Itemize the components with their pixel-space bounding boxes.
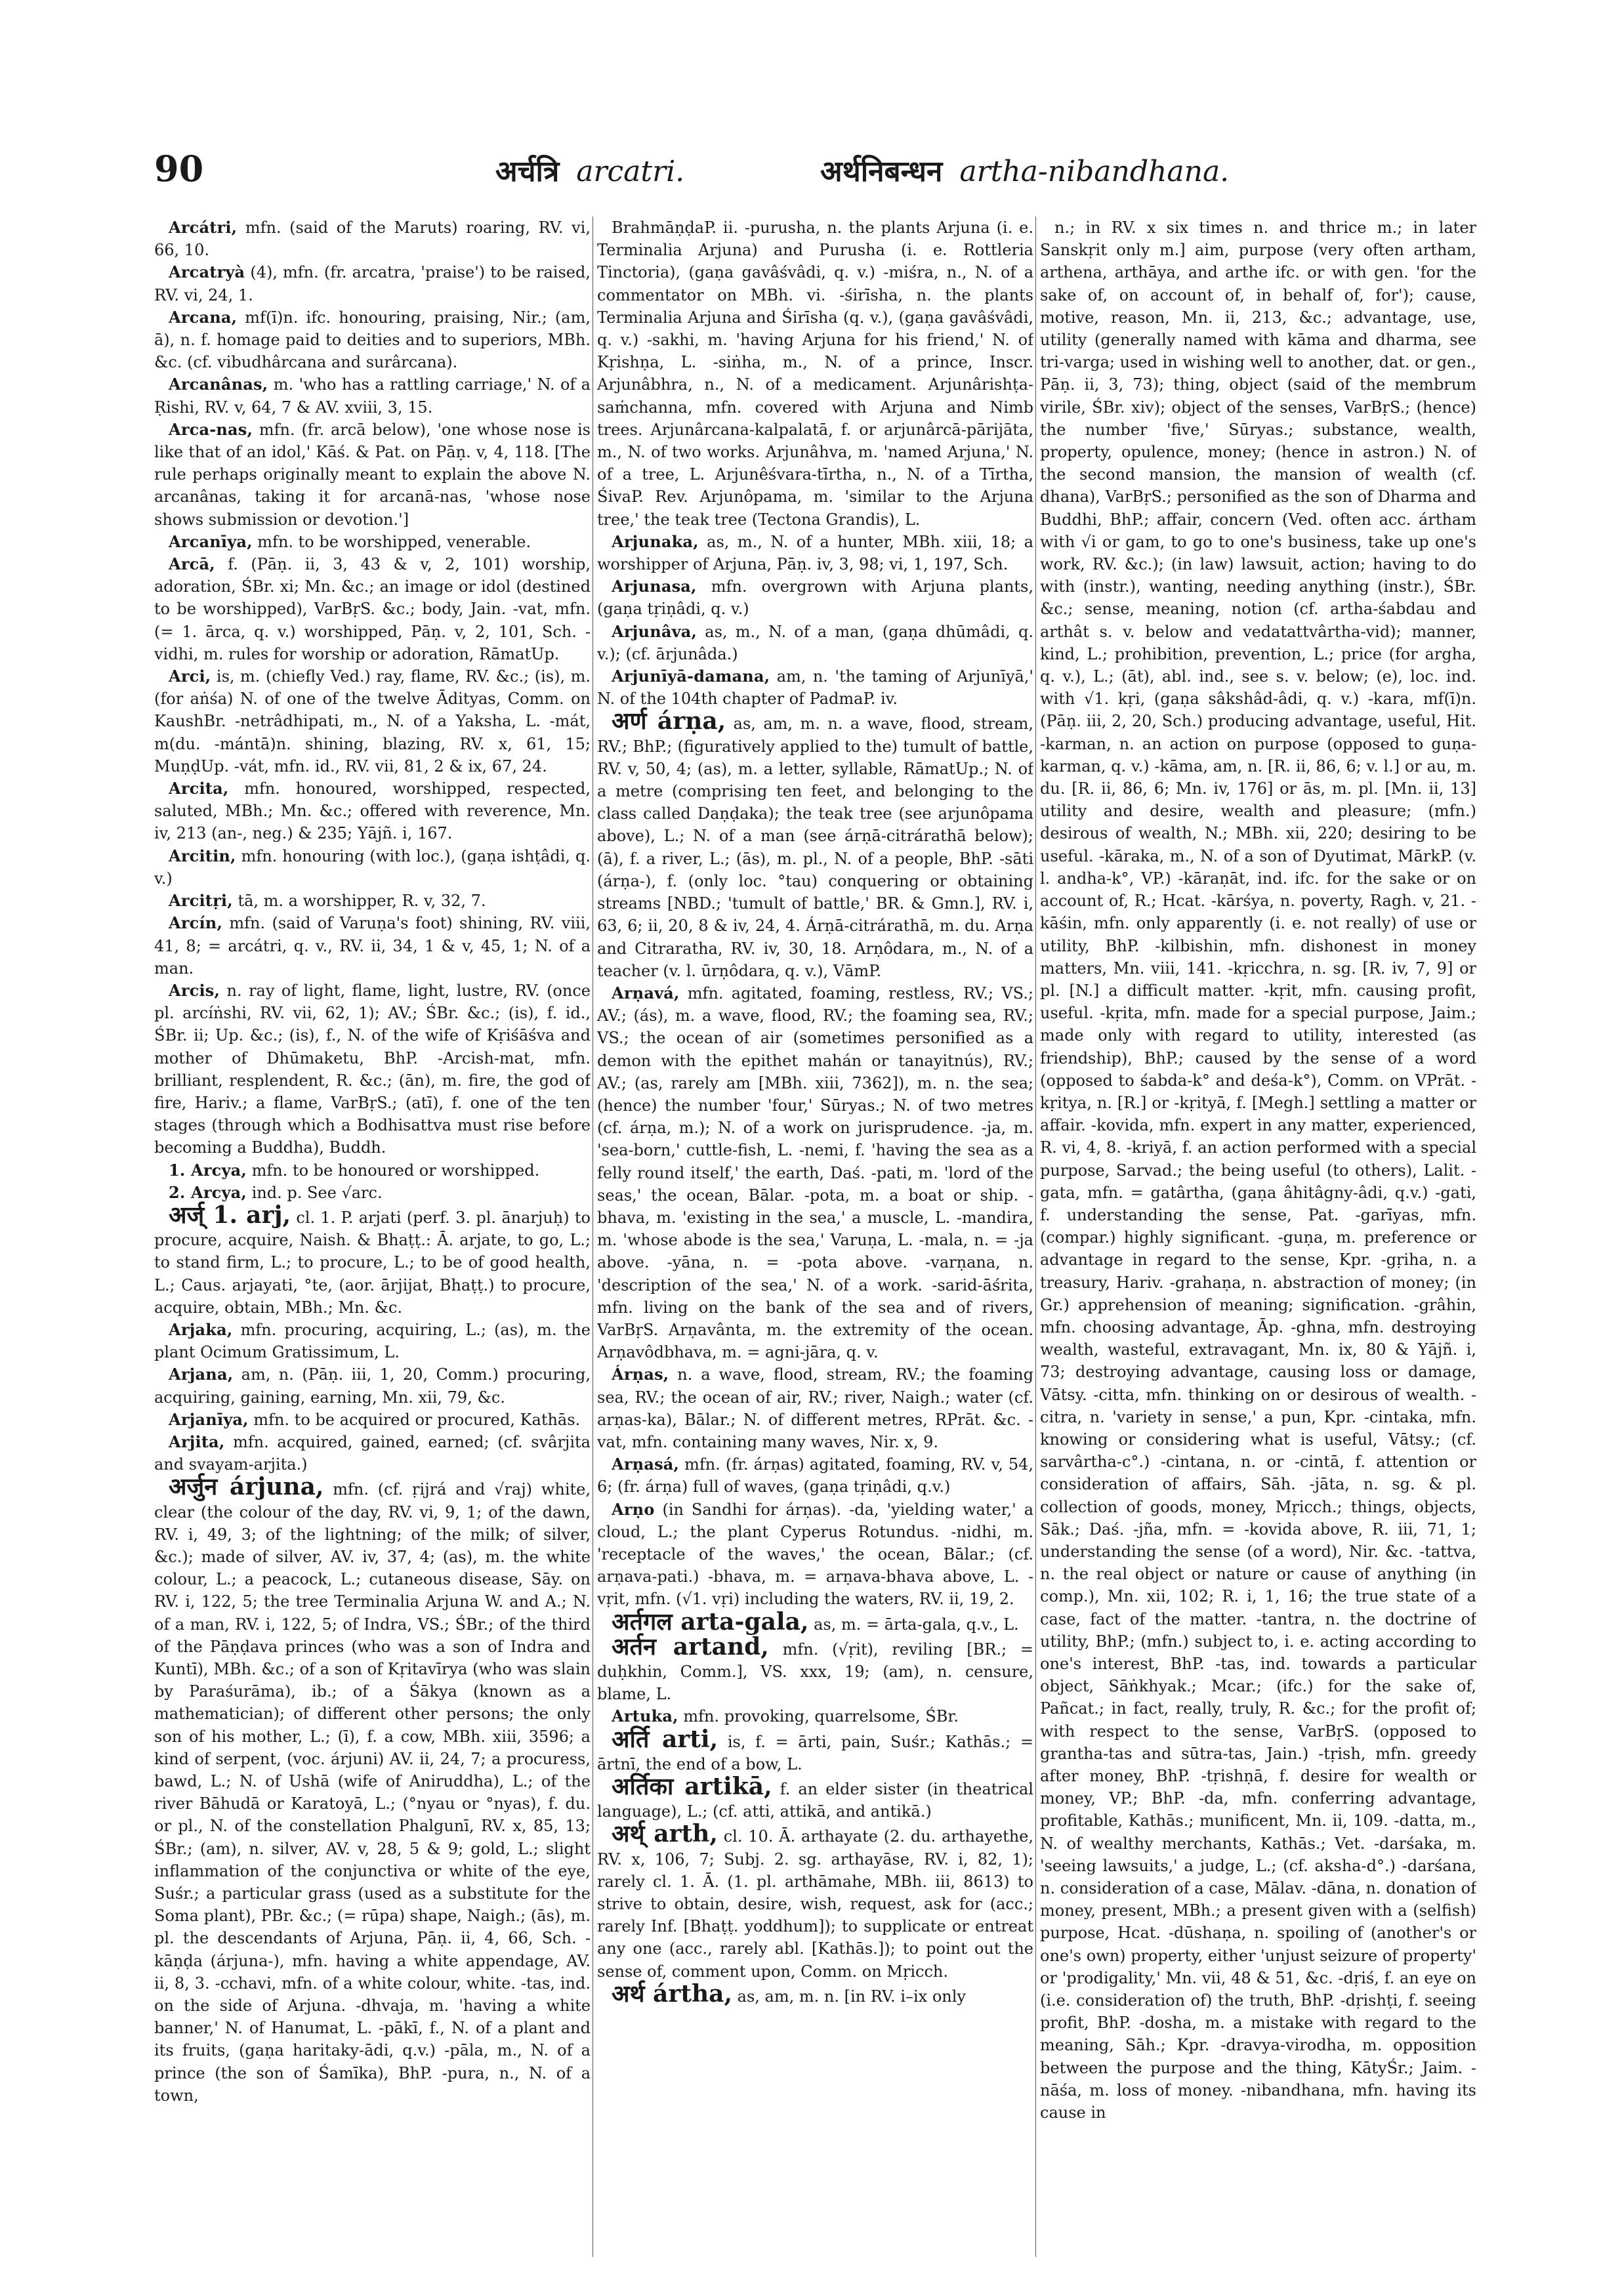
- dictionary-entry: [597, 1775, 1033, 1823]
- dictionary-entry: [597, 1499, 1033, 1611]
- entry-body: is, f. = ārti, pain, Suśr.; Kathās.; = ārtnī, the end of a bow, L.: [597, 1732, 1033, 1773]
- dictionary-entry: [154, 419, 591, 531]
- dictionary-entry: [597, 1607, 1033, 1636]
- entry-body: as, am, m. n. [in RV. i–ix only: [737, 1987, 966, 2006]
- entry-headword: Arjanīya,: [169, 1409, 249, 1429]
- dictionary-entry: [154, 1363, 591, 1408]
- dictionary-entry: [154, 1409, 591, 1431]
- dictionary-entry: [154, 777, 591, 845]
- entry-body: as, m., N. of a man, (gaṇa dhūmâdi, q. v.); (cf. ārjunâda.): [597, 622, 1033, 663]
- dictionary-entry: [154, 373, 591, 418]
- entry-body: mfn. (said of Varuṇa's foot) shining, RV. viii, 41, 8; = arcátri, q. v., RV. ii, 34, 1 & v, 45, 1; N. of a man.: [154, 914, 591, 978]
- entry-headword: अर्तगल arta-gala,: [612, 1607, 809, 1636]
- entry-body: mfn. provoking, quarrelsome, ŚBr.: [683, 1707, 959, 1726]
- entry-headword: Arcana,: [169, 307, 238, 327]
- entry-headword: Arcín,: [169, 913, 223, 933]
- entry-headword: अर्ति arti,: [612, 1725, 718, 1753]
- entry-headword: Arṇasá,: [612, 1455, 680, 1474]
- entry-headword: Arcanīya,: [169, 531, 253, 551]
- entry-headword: Arca-nas,: [169, 419, 253, 439]
- page-number: 90: [154, 148, 204, 190]
- entry-headword: Arcatryà: [169, 262, 245, 282]
- entry-headword: अर्ज् 1. arj,: [169, 1201, 291, 1229]
- entry-headword: Arjana,: [169, 1365, 234, 1384]
- dictionary-entry: [597, 982, 1033, 1363]
- entry-body: mfn. honoured, worshipped, respected, saluted, MBh.; Mn. &c.; offered with reverence, Mn. iv, 213 (an-, neg.) & 235; Yājñ. i, 167.: [154, 779, 591, 843]
- dictionary-entry: [597, 707, 1033, 982]
- entry-body: mfn. honouring (with loc.), (gaṇa ishṭâdi, q. v.): [154, 846, 591, 888]
- entry-body: mfn. (said of the Maruts) roaring, RV. vi, 66, 10.: [154, 218, 591, 260]
- entry-body: ind. p. See √arc.: [251, 1183, 383, 1202]
- entry-body: f. (Pāṇ. ii, 3, 43 & v, 2, 101) worship, adoration, ŚBr. xi; Mn. &c.; an image or idol (destined to be worshipped), VarBṛS. &c.; body, Jain. -vat, mfn. (= 1. ārca, q. v.) worshipped, Pāṇ. v, 2, 101, Sch. -vidhi, m. rules for worship or adoration, RāmatUp.: [154, 555, 591, 663]
- entry-headword: Arcanânas,: [169, 375, 268, 394]
- dictionary-entry: [597, 1453, 1033, 1498]
- dictionary-entry: [154, 1182, 591, 1204]
- left-running-headword: [495, 150, 684, 190]
- entry-body: m. 'who has a rattling carriage,' N. of a Ṛishi, RV. v, 64, 7 & AV. xviii, 3, 15.: [154, 375, 591, 417]
- dictionary-entry: [154, 217, 591, 261]
- entry-body: (4), mfn. (fr. arcatra, 'praise') to be raised, RV. vi, 24, 1.: [154, 263, 591, 304]
- entry-headword: Artuka,: [612, 1706, 678, 1726]
- entry-headword: Arci,: [169, 667, 211, 686]
- entry-body: n. a wave, flood, stream, RV.; the foaming sea, RV.; the ocean of air, RV.; river, Naigh.; water (cf. arṇas-ka), Bālar.; N. of different metres, RPrāt. &c. -vat, mfn. containing many waves, Nir. x, 9.: [597, 1365, 1033, 1451]
- entry-headword: Arcitṛi,: [169, 891, 233, 911]
- entry-headword: Arjunīyā-damana,: [612, 667, 770, 686]
- right-headword-latin: artha-nibandhana.: [959, 155, 1230, 188]
- entry-headword: Arcita,: [169, 779, 229, 798]
- entry-body: BrahmāṇḍaP. ii. -purusha, n. the plants Arjuna (i. e. Terminalia Arjuna) and Purusha (i. e. Rottleria Tinctoria), (gaṇa gavâśvâdi, q. v.) -miśra, n., N. of a commentator on MBh. vi. -śirīsha, n. the plants Terminalia Arjuna and Śirīsha (q. v.), (gaṇa gavâśvâdi, q. v.) -sakhi, m. 'having Arjuna for his friend,' N. of Kṛishṇa, L. -siṅha, m., N. of a prince, Inscr. Arjunâbhra, n., N. of a medicament. Arjunârishṭa-saṁchanna, mfn. covered with Arjuna and Nimb trees. Arjunârcana-kalpalatā, f. or arjunârcā-pārijāta, m., N. of two works. Arjunâhva, m. 'named Arjuna,' N. of a tree, L. Arjunêśvara-tīrtha, n., N. of a Tīrtha, ŚivaP. Rev. Arjunôpama, m. 'similar to the Arjuna tree,' the teak tree (Tectona Grandis), L.: [597, 218, 1033, 529]
- dictionary-entry: [154, 890, 591, 912]
- entry-headword: अर्जुन árjuna,: [169, 1473, 324, 1501]
- entry-body: as, m. = ārta-gala, q.v., L.: [814, 1615, 1019, 1634]
- entry-headword: Arcis,: [169, 980, 220, 1000]
- entry-body: mfn. (fr. árṇas) agitated, foaming, RV. v, 54, 6; (fr. árṇa) full of waves, (gaṇa tṛiṇâdi, q.v.): [597, 1455, 1033, 1497]
- entry-headword: Arṇavá,: [612, 983, 680, 1003]
- dictionary-entry: [154, 306, 591, 374]
- dictionary-entry: [154, 1201, 591, 1319]
- entry-body: mfn. acquired, gained, earned; (cf. svârjita and svayam-arjita.): [154, 1432, 591, 1474]
- dictionary-entry: [597, 621, 1033, 665]
- dictionary-entry: [597, 1979, 1033, 2008]
- entry-body: n. ray of light, flame, light, lustre, RV. (once pl. arcíṅshi, RV. vii, 62, 1); AV.; ŚBr. &c.; (is), f. id., ŚBr. ii; Up. &c.; (is), f., N. of the wife of Kṛiśāśva and mother of Dhūmaketu, BhP. -Arcish-mat, mfn. brilliant, resplendent, R. &c.; (ān), m. fire, the god of fire, Hariv.; a flame, VarBṛS.; (atī), f. one of the ten stages (through which a Bodhisattva must rise before becoming a Buddha), Buddh.: [154, 981, 591, 1157]
- left-headword-latin: arcatri.: [576, 155, 685, 188]
- entry-body: f. an elder sister (in theatrical language), L.; (cf. atti, attikā, and antikā.): [597, 1780, 1033, 1821]
- entry-headword: अर्तन artand,: [612, 1632, 769, 1661]
- dictionary-entry: [597, 575, 1033, 620]
- dictionary-entry: [597, 531, 1033, 575]
- entry-body: (in Sandhi for árṇas). -da, 'yielding water,' a cloud, L.; the plant Cyperus Rotundus. -nidhi, m. 'receptacle of the waves,' the ocean, Bālar.; (cf. arṇava-pati.) -bhava, m. = arṇava-bhava above, L. -vṛit, mfn. (√1. vṛi) including the waters, RV. ii, 19, 2.: [597, 1500, 1033, 1609]
- dictionary-entry: [154, 1159, 591, 1182]
- dictionary-entry: [597, 1705, 1033, 1727]
- dictionary-entry: [597, 1725, 1033, 1775]
- entry-body: mfn. (√ṛit), reviling [BR.; = duḥkhin, Comm.], VS. xxx, 19; (am), n. censure, blame, L.: [597, 1640, 1033, 1704]
- column-1: [154, 217, 591, 2257]
- dictionary-entry: [597, 665, 1033, 710]
- entry-headword: अर्तिका artikā,: [612, 1773, 772, 1801]
- dictionary-entry: [154, 531, 591, 553]
- entry-headword: 1. Arcya,: [169, 1160, 247, 1180]
- entry-headword: Arcátri,: [169, 218, 238, 237]
- dictionary-entry: [154, 665, 591, 777]
- entry-headword: Arcitin,: [169, 846, 236, 865]
- entry-headword: Arjita,: [169, 1432, 225, 1451]
- entry-body: cl. 1. P. arjati (perf. 3. pl. ānarjuḥ) to procure, acquire, Naish. & Bhaṭṭ.: Ā. arjate, to go, L.; to stand firm, L.; to procure, L.; to be of good health, L.; Caus. arjayati, °te, (aor. ārjijat, Bhaṭṭ.) to procure, acquire, obtain, MBh.; Mn. &c.: [154, 1208, 591, 1317]
- entry-body: mfn. procuring, acquiring, L.; (as), m. the plant Ocimum Gratissimum, L.: [154, 1320, 591, 1362]
- dictionary-entry: [597, 217, 1033, 531]
- entry-body: mfn. to be acquired or procured, Kathās.: [253, 1410, 581, 1429]
- dictionary-entry: [154, 1319, 591, 1363]
- dictionary-entry: [154, 1431, 591, 1476]
- dictionary-entry: [597, 1632, 1033, 1706]
- entry-body: am, n. 'the taming of Arjunīyā,' N. of the 104th chapter of PadmaP. iv.: [597, 667, 1033, 709]
- page-header: [154, 148, 1476, 200]
- right-headword-devanagari: अर्थनिबन्धन: [820, 155, 943, 188]
- entry-body: mfn. (cf. ṛijrá and √raj) white, clear (the colour of the day, RV. vi, 9, 1; of the dawn, RV. i, 49, 3; of the lightning; of the milk; of silver, &c.); made of silver, AV. iv, 37, 4; (as), m. the white colour, L.; a peacock, L.; cutaneous disease, Sāy. on RV. i, 122, 5; the tree Terminalia Arjuna W. and A.; N. of a man, RV. i, 122, 5; of Indra, VS.; ŚBr.; of the third of the Pāṇḍava princes (who was a son of Indra and Kuntī), MBh. &c.; of a son of Kṛitavīrya (who was slain by Paraśurāma), ib.; of a Śākya (known as a mathematician); of different other persons; the only son of his mother, L.; (ī), f. a cow, MBh. xiii, 3596; a kind of serpent, (voc. árjuni) AV. ii, 24, 7; a procuress, bawd, L.; N. of Ushā (wife of Aniruddha), L.; of the river Bāhudā or Karatoyā, L.; (°nyau or °nyas), f. du. or pl., N. of the constellation Phalgunī, RV. x, 85, 13; ŚBr.; (am), n. silver, AV. v, 28, 5 & 9; gold, L.; slight inflammation of the conjunctiva or white of the eye, Suśr.; a particular grass (used as a substitute for the Soma plant), PBr. &c.; (= rūpa) shape, Naigh.; (ās), m. pl. the descendants of Arjuna, Pāṇ. ii, 4, 66, Sch. -kāṇḍa (árjuna-), mfn. having a white appendage, AV. ii, 8, 3. -cchavi, mfn. of a white colour, white. -tas, ind. on the side of Arjuna. -dhvaja, m. 'having a white banner,' N. of Hanumat, L. -pākī, f., N. of a plant and its fruits, (gaṇa haritaky-ādi, q.v.) -pāla, m., N. of a prince (the son of Śamīka), BhP. -pura, n., N. of a town,: [154, 1480, 591, 2105]
- entry-headword: Árṇas,: [612, 1365, 669, 1384]
- dictionary-entry: [154, 912, 591, 980]
- dictionary-entry: [154, 980, 591, 1159]
- entry-headword: Arjunâva,: [612, 621, 697, 641]
- dictionary-entry: [154, 261, 591, 306]
- dictionary-entry: [1040, 217, 1476, 2124]
- entry-body: mf(ī)n. ifc. honouring, praising, Nir.; (am, ā), n. f. homage paid to deities and to superiors, MBh. &c. (cf. vibudhârcana and surârcana).: [154, 308, 591, 372]
- entry-headword: अर्ण árṇa,: [612, 707, 726, 735]
- entry-headword: 2. Arcya,: [169, 1182, 247, 1202]
- entry-headword: अर्थ् arth,: [612, 1820, 718, 1848]
- entry-body: cl. 10. Ā. arthayate (2. du. arthayethe, RV. x, 106, 7; Subj. 2. sg. arthayāse, RV. i, 82, 1); rarely cl. 1. Ā. (1. pl. arthāmahe, MBh. iii, 8613) to strive to obtain, desire, wish, request, ask for (acc.; rarely Inf. [Bhaṭṭ. yoddhum]); to supplicate or entreat any one (acc., rarely abl. [Kathās.]); to point out the sense of, comment upon, Comm. on Mṛicch.: [597, 1827, 1033, 1981]
- entry-body: mfn. agitated, foaming, restless, RV.; VS.; AV.; (ás), m. a wave, flood, RV.; the foaming sea, RV.; VS.; the ocean of air (sometimes personified as a demon with the epithet mahán or tanayitnús), RV.; AV.; (as, rarely am [MBh. xiii, 7362]), m. n. the sea; (hence) the number 'four,' Sūryas.; N. of two metres (cf. árṇa, m.); N. of a work on jurisprudence. -ja, m. 'sea-born,' cuttle-fish, L. -nemi, f. 'having the sea as a felly round itself,' the earth, Daś. -pati, m. 'lord of the seas,' the ocean, Bālar. -pota, m. a boat or ship. -bhava, m. 'existing in the sea,' a muscle, L. -mandira, m. 'whose abode is the sea,' Varuṇa, L. -mala, n. = -ja above. -yāna, n. = -pota above. -varṇana, n. 'description of the sea,' N. of a work. -sarid-āśrita, mfn. living on the bank of the sea and of rivers, VarBṛS. Arṇavânta, m. the extremity of the ocean. Arṇavôdbhava, m. = agni-jāra, q. v.: [597, 983, 1033, 1362]
- column-3: [1040, 217, 1476, 2257]
- entry-body: am, n. (Pāṇ. iii, 1, 20, Comm.) procuring, acquiring, gaining, earning, Mn. xii, 79, &c.: [154, 1365, 591, 1407]
- column-2: [597, 217, 1033, 2257]
- entry-body: as, m., N. of a hunter, MBh. xiii, 18; a worshipper of Arjuna, Pāṇ. iv, 3, 98; vi, 1, 197, Sch.: [597, 532, 1033, 574]
- dictionary-entry: [154, 845, 591, 890]
- entry-body: mfn. overgrown with Arjuna plants, (gaṇa tṛiṇâdi, q. v.): [597, 577, 1033, 619]
- entry-body: tā, m. a worshipper, R. v, 32, 7.: [238, 892, 486, 911]
- entry-body: is, m. (chiefly Ved.) ray, flame, RV. &c.; (is), m. (for aṅśa) N. of one of the twelve Ādityas, Comm. on KaushBr. -netrâdhipati, m., N. of a Yaksha, L. -mát, m(du. -mántā)n. shining, blazing, RV. x, 61, 15; MuṇḍUp. -vát, mfn. id., RV. vii, 81, 2 & ix, 67, 24.: [154, 667, 591, 775]
- entry-headword: Arcā,: [169, 554, 215, 574]
- column-divider: [1035, 217, 1036, 2257]
- entry-headword: Arjunasa,: [612, 577, 697, 596]
- entry-body: mfn. (fr. arcā below), 'one whose nose is like that of an idol,' Kāś. & Pat. on Pāṇ. v, 4, 118. [The rule perhaps originally meant to explain the above N. arcanânas, taking it for arcanā-nas, 'whose nose shows submission or devotion.']: [154, 420, 591, 529]
- dictionary-entry: [597, 1363, 1033, 1453]
- entry-body: n.; in RV. x six times n. and thrice m.; in later Sanskṛit only m.] aim, purpose (very often artham, arthena, arthāya, and arthe ifc. or with gen. 'for the sake of, on account of, in behalf of, for'); cause, motive, reason, Mn. ii, 213, &c.; advantage, use, utility (generally named with kāma and dharma, see tri-varga; used in wishing well to another, dat. or gen., Pāṇ. ii, 3, 73); thing, object (said of the membrum virile, ŚBr. xiv); object of the senses, VarBṛS.; (hence) the number 'five,' Sūryas.; substance, wealth, property, opulence, money; (hence in astron.) N. of the second mansion, the mansion of wealth (cf. dhana), VarBṛS.; personified as the son of Dharma and Buddhi, BhP.; affair, concern (Ved. often acc. ártham with √i or gam, to go to one's business, take up one's work, RV. &c.); (in law) lawsuit, action; having to do with (instr.), wanting, needing anything (instr.), ŚBr. &c.; sense, meaning, notion (cf. artha-śabdau and arthât s. v. below and vedatattvârtha-vid); manner, kind, L.; prohibition, prevention, L.; price (for argha, q. v.), L.; (āt), abl. ind., see s. v. below; (e), loc. ind. with √1. kṛi, (gaṇa sâkshâd-âdi, q. v.) -kara, mf(ī)n. (Pāṇ. iii, 2, 20, Sch.) producing advantage, useful, Hit. -karman, n. an action on purpose (opposed to guṇa-karman, q. v.) -kāma, am, n. [R. ii, 86, 6; v. l.] or au, m. du. [R. ii, 86, 6; Mn. iv, 176] or ās, m. pl. [Mn. ii, 13] utility and desire, wealth and pleasure; (mfn.) desirous of wealth, N.; MBh. xii, 220; desiring to be useful. -kāraka, m., N. of a son of Dyutimat, MārkP. (v. l. andha-k°, VP.) -kāraṇāt, ind. ifc. for the sake or on account of, R.; Hcat. -kārśya, n. poverty, Ragh. v, 21. -kāśin, mfn. only apparently (i. e. not really) of use or utility, BhP. -kilbishin, mfn. dishonest in money matters, Mn. viii, 141. -kṛicchra, n. sg. [R. iv, 7, 9] or pl. [N.] a difficult matter. -kṛit, mfn. causing profit, useful. -kṛita, mfn. made for a special purpose, Jaim.; made only with regard to utility, interested (as friendship), BhP.; caused by the sense of a word (opposed to śabda-k° and deśa-k°), Comm. on VPrāt. -kṛitya, n. [R.] or -kṛityā, f. [Megh.] settling a matter or affair. -kovida, mfn. expert in any matter, experienced, R. vi, 4, 8. -kriyā, f. an action performed with a special purpose, Sarvad.; the being useful (to others), Lalit. -gata, mfn. = gatârtha, (gaṇa âhitâgny-âdi, q.v.) -gati, f. understanding the sense, Pat. -garīyas, mfn. (compar.) highly significant. -guṇa, m. preference or advantage in regard to the sense, Kpr. -gṛiha, n. a treasury, Hariv. -grahaṇa, n. abstraction of money; (in Gr.) apprehension of meaning; signification. -grâhin, mfn. choosing advantage, Āp. -ghna, mfn. destroying wealth, wasteful, extravagant, Mn. ix, 80 & Yājñ. i, 73; destroying advantage, causing loss or damage, Vātsy. -citta, mfn. thinking on or desirous of wealth. -citra, n. 'variety in sense,' a pun, Kpr. -cintaka, mfn. knowing or considering what is useful, Vātsy.; (cf. sarvârtha-c°.) -cintana, n. or -cintā, f. attention or consideration of affairs, Sāh. -jāta, n. sg. & pl. collection of goods, money, Mṛicch.; things, objects, Sāk.; Daś. -jña, mfn. = -kovida above, R. iii, 71, 1; understanding the sense (of a word), Nir. &c. -tattva, n. the real object or nature or cause of anything (in comp.), Mn. xii, 102; R. i, 1, 16; the true state of a case, fact of the matter. -tantra, n. the doctrine of utility, BhP.; (mfn.) subject to, i. e. acting according to one's interest, BhP. -tas, ind. towards a particular object, Sāṅkhyak.; Mcar.; (ifc.) for the sake of, Pañcat.; in fact, really, truly, R. &c.; for the profit of; with respect to the sense, VarBṛS. (opposed to grantha-tas and sūtra-tas, Jain.) -tṛish, mfn. greedy after money, BhP. -tṛishṇā, f. desire for wealth or money, VP.; BhP. -da, mfn. conferring advantage, profitable, Kathās.; munificent, Mn. ii, 109. -datta, m., N. of wealthy merchants, Kathās.; Vet. -darśaka, m. 'seeing lawsuits,' a judge, L.; (cf. aksha-d°.) -darśana, n. consideration of a case, Mālav. -dāna, n. donation of money, present, MBh.; a present given with a (selfish) purpose, Hcat. -dūshaṇa, n. spoiling of (another's or one's own) property, either 'unjust seizure of property' or 'prodigality,' Mn. vii, 48 & 51, &c. -dṛiś, f. an eye on (i.e. consideration of) the truth, BhP. -dṛishṭi, f. seeing profit, BhP. -dosha, m. a mistake with regard to the meaning, Sāh.; Kpr. -dravya-virodha, m. opposition between the purpose and the thing, KātyŚr.; Jaim. -nāśa, m. loss of money. -nibandhana, mfn. having its cause in: [1040, 218, 1476, 2122]
- entry-headword: अर्थ ártha,: [612, 1979, 732, 2008]
- entry-body: as, am, m. n. a wave, flood, stream, RV.; BhP.; (figuratively applied to the) tumult of battle, RV. v, 50, 4; (as), m. a letter, syllable, RāmatUp.; N. of a metre (comprising ten feet, and belonging to the class called Daṇḍaka); the teak tree (see arjunôpama above), L.; N. of a man (see árṇā-citrárathā below); (ā), f. a river, L.; (ās), m. pl., N. of a people, BhP. -sāti (árṇa-), f. (only loc. °tau) conquering or obtaining streams [NBD.; 'tumult of battle,' BR. & Gmn.], RV. i, 63, 6; ii, 20, 8 & iv, 24, 4. Árṇā-citrárathā, m. du. Arṇa and Citraratha, RV. iv, 30, 18. Arṇôdara, m., N. of a teacher (v. l. ūrṇôdara, q. v.), VāmP.: [597, 714, 1033, 980]
- left-headword-devanagari: अर्चत्रि: [495, 155, 560, 188]
- entry-headword: Arṇo: [612, 1499, 655, 1519]
- right-running-headword: [820, 150, 1229, 190]
- entry-body: mfn. to be honoured or worshipped.: [251, 1161, 540, 1180]
- entry-body: mfn. to be worshipped, venerable.: [257, 532, 531, 551]
- entry-headword: Arjunaka,: [612, 531, 699, 551]
- dictionary-entry: [154, 1473, 591, 2107]
- dictionary-entry: [154, 553, 591, 665]
- dictionary-entry: [597, 1820, 1033, 1982]
- entry-headword: Arjaka,: [169, 1319, 233, 1339]
